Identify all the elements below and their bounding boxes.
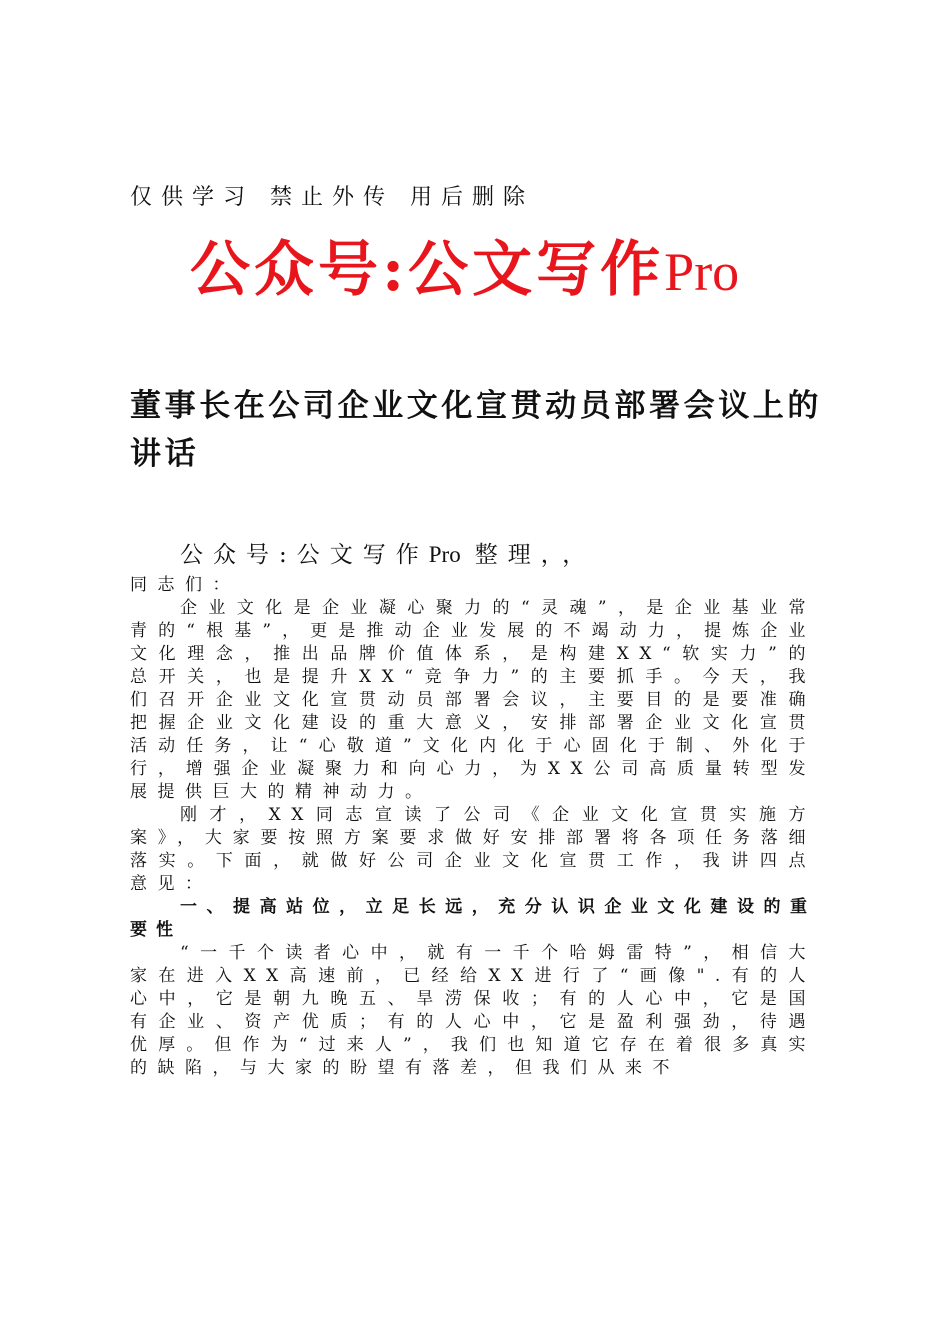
body-paragraph: “一千个读者心中，就有一千个哈姆雷特”，相信大家在进入XX高速前，已经给XX进行了“画像".有的人心中，它是朝九晚五、旱涝保收；有的人心中，它是国有企业、资产优质；有的人心中，它是盈利强劲，待遇优厚。但作为“过来人”，我们也知道它存在着很多真实的缺陷，与大家的盼望有落差，但我们从来不 [130,943,816,1078]
brand-text: 公众号:公文写作 [190,235,665,305]
source-suffix: 整理，， [474,542,596,568]
source-prefix: 公众号:公文写作 [180,542,429,568]
usage-notice: 仅供学习 禁止外传 用后删除 [130,185,534,210]
brand-suffix: Pro [664,242,740,302]
source-pro: Pro [428,542,461,567]
document-title: 董事长在公司企业文化宣贯动员部署会议上的讲话 [130,388,822,472]
document-body [130,574,816,1080]
body-paragraph: 刚才，XX同志宣读了公司《企业文化宣贯实施方案》，大家要按照方案要求做好安排部署将各项任务落细落实。下面，就做好公司企业文化宣贯工作，我讲四点意见： [130,805,816,894]
body-paragraph: 企业文化是企业凝心聚力的“灵魂”，是企业基业常青的“根基”，更是推动企业发展的不竭动力，提炼企业文化理念，推出品牌价值体系，是构建XX“软实力”的总开关，也是提升XX“竞争力”的主要抓手。今天，我们召开企业文化宣贯动员部署会议，主要目的是要准确把握企业文化建设的重大意义，安排部署企业文化宣贯活动任务，让“心敬道”文化内化于心固化于制、外化于行，增强企业凝聚力和向心力，为XX公司高质量转型发展提供巨大的精神动力。 [130,598,816,802]
salutation: 同志们： [130,575,240,595]
section-heading: 一、提高站位，立足长远，充分认识企业文化建设的重要性 [130,897,816,940]
brand-watermark [190,222,739,308]
source-line [180,536,595,569]
